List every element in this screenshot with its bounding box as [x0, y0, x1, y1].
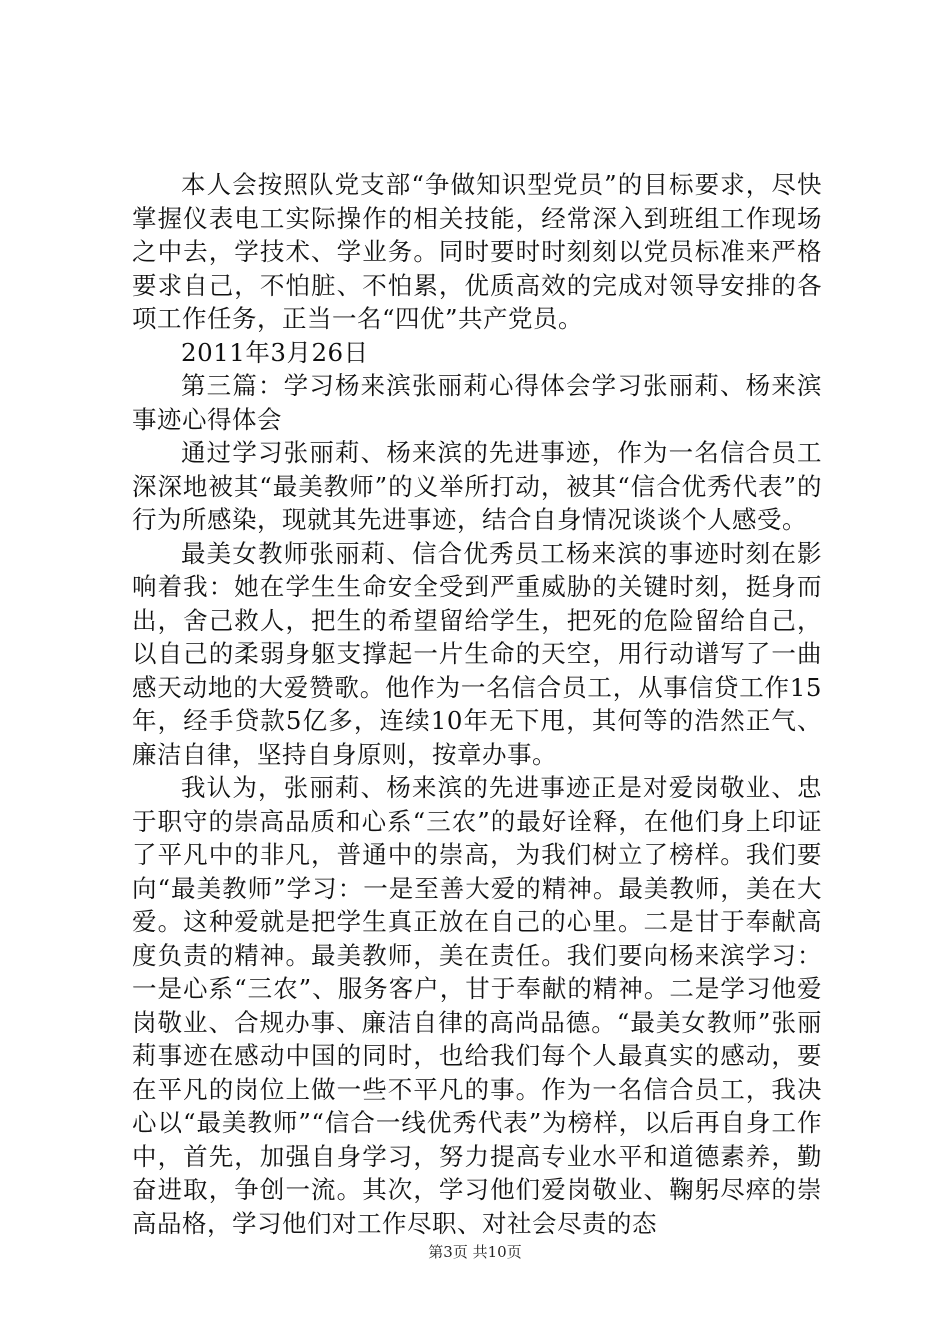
paragraph-date: 2011年3月26日 [181, 337, 369, 367]
paragraph-commitment: 本人会按照队党支部“争做知识型党员”的目标要求，尽快掌握仪表电工实际操作的相关技能，经常深入到班组工作现场之中去，学技术、学业务。同时要时时刻刻以党员标准来严格要求自己，不怕脏、不怕累，优质高效的完成对领导安排的各项工作任务，正当一名“四优”共产党员。 [132, 170, 822, 333]
document-body [132, 168, 822, 1240]
section-heading: 第三篇：学习杨来滨张丽莉心得体会学习张丽莉、杨来滨事迹心得体会 [132, 371, 822, 434]
paragraph-deeds: 最美女教师张丽莉、信合优秀员工杨来滨的事迹时刻在影响着我：她在学生生命安全受到严重威胁的关键时刻，挺身而出，舍己救人，把生的希望留给学生，把死的危险留给自己，以自己的柔弱身躯支撑起一片生命的天空，用行动谱写了一曲感天动地的大爱赞歌。他作为一名信合员工，从事信贷工作15年，经手贷款5亿多，连续10年无下甩，其何等的浩然正气、廉洁自律，坚持自身原则，按章办事。 [132, 538, 822, 769]
page-number: 第3页 共10页 [428, 1243, 522, 1261]
paragraph-reflection: 我认为，张丽莉、杨来滨的先进事迹正是对爱岗敬业、忠于职守的崇高品质和心系“三农”的最好诠释，在他们身上印证了平凡中的非凡，普通中的崇高，为我们树立了榜样。我们要向“最美教师”学习：一是至善大爱的精神。最美教师，美在大爱。这种爱就是把学生真正放在自己的心里。二是甘于奉献高度负责的精神。最美教师，美在责任。我们要向杨来滨学习：一是心系“三农”、服务客户，甘于奉献的精神。二是学习他爱岗敬业、合规办事、廉洁自律的高尚品德。“最美女教师”张丽莉事迹在感动中国的同时，也给我们每个人最真实的感动，要在平凡的岗位上做一些不平凡的事。作为一名信合员工，我决心以“最美教师”“信合一线优秀代表”为榜样，以后再自身工作中，首先，加强自身学习，努力提高专业水平和道德素养，勤奋进取，争创一流。其次，学习他们爱岗敬业、鞠躬尽瘁的崇高品格，学习他们对工作尽职、对社会尽责的态 [132, 773, 822, 1238]
paragraph-intro: 通过学习张丽莉、杨来滨的先进事迹，作为一名信合员工深深地被其“最美教师”的义举所打动，被其“信合优秀代表”的行为所感染，现就其先进事迹，结合自身情况谈谈个人感受。 [132, 438, 822, 534]
